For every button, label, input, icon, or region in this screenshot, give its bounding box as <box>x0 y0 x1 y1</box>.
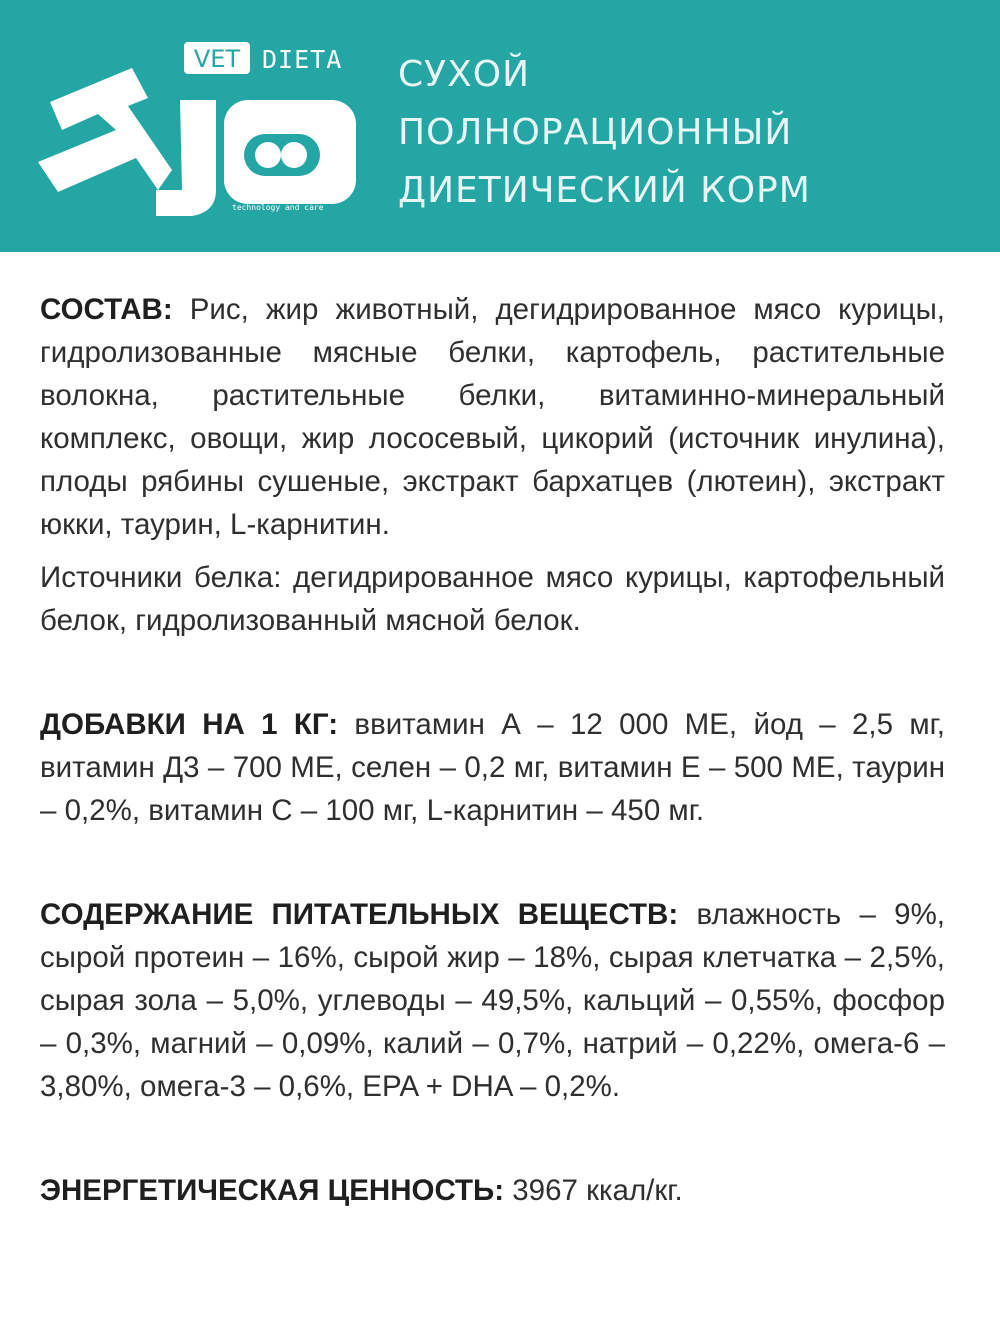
energy-text: 3967 ккал/кг. <box>504 1174 683 1207</box>
nutrients-label: СОДЕРЖАНИЕ ПИТАТЕЛЬНЫХ ВЕЩЕСТВ: <box>40 898 679 931</box>
heading-line: ДИЕТИЧЕСКИЙ КОРМ <box>398 170 811 211</box>
protein-sources-text: Источники белка: дегидрированное мясо курицы, картофельный белок, гидролизованный мясной белок. <box>40 561 945 637</box>
additives-label: ДОБАВКИ НА 1 КГ: <box>40 708 339 741</box>
composition-label: СОСТАВ: <box>40 293 173 326</box>
header-banner <box>0 0 1000 252</box>
heading-line: СУХОЙ <box>398 54 531 95</box>
logo-dieta-text: DIETA <box>262 45 343 74</box>
logo-tagline: technology and care <box>232 203 324 212</box>
additives-text: ввитамин А – 12 000 МЕ, йод – 2,5 мг, витамин Д3 – 700 МЕ, селен – 0,2 мг, витамин Е – 500 МЕ, таурин – 0,2%, витамин С – 100 мг, L-карнитин – 450 мг. <box>40 708 945 827</box>
product-type-heading <box>398 46 811 220</box>
protein-sources-paragraph <box>40 556 945 642</box>
composition-text: Рис, жир животный, дегидрированное мясо курицы, гидролизованные мясные белки, картофель, растительные волокна, растительные белки, витаминно-минеральный комплекс, овощи, жир лососевый, цикорий (источник инулина), плоды рябины сушеные, экстракт бархатцев (лютеин), экстракт юкки, таурин, L-карнитин. <box>40 293 945 541</box>
additives-paragraph <box>40 703 945 832</box>
heading-line: ПОЛНОРАЦИОННЫЙ <box>398 112 793 153</box>
ajo-logo <box>32 40 362 220</box>
logo-vet-text: VET <box>193 45 241 73</box>
composition-paragraph <box>40 288 945 546</box>
energy-paragraph <box>40 1169 945 1212</box>
nutrients-text: влажность – 9%, сырой протеин – 16%, сырой жир – 18%, сырая клетчатка – 2,5%, сырая зола – 5,0%, углеводы – 49,5%, кальций – 0,55%, фосфор – 0,3%, магний – 0,09%, калий – 0,7%, натрий – 0,22%, омега-6 – 3,80%, омега-3 – 0,6%, EPA + DHA – 0,2%. <box>40 898 945 1103</box>
product-info <box>40 288 945 1212</box>
energy-label: ЭНЕРГЕТИЧЕСКАЯ ЦЕННОСТЬ: <box>40 1174 505 1207</box>
nutrients-paragraph <box>40 893 945 1108</box>
